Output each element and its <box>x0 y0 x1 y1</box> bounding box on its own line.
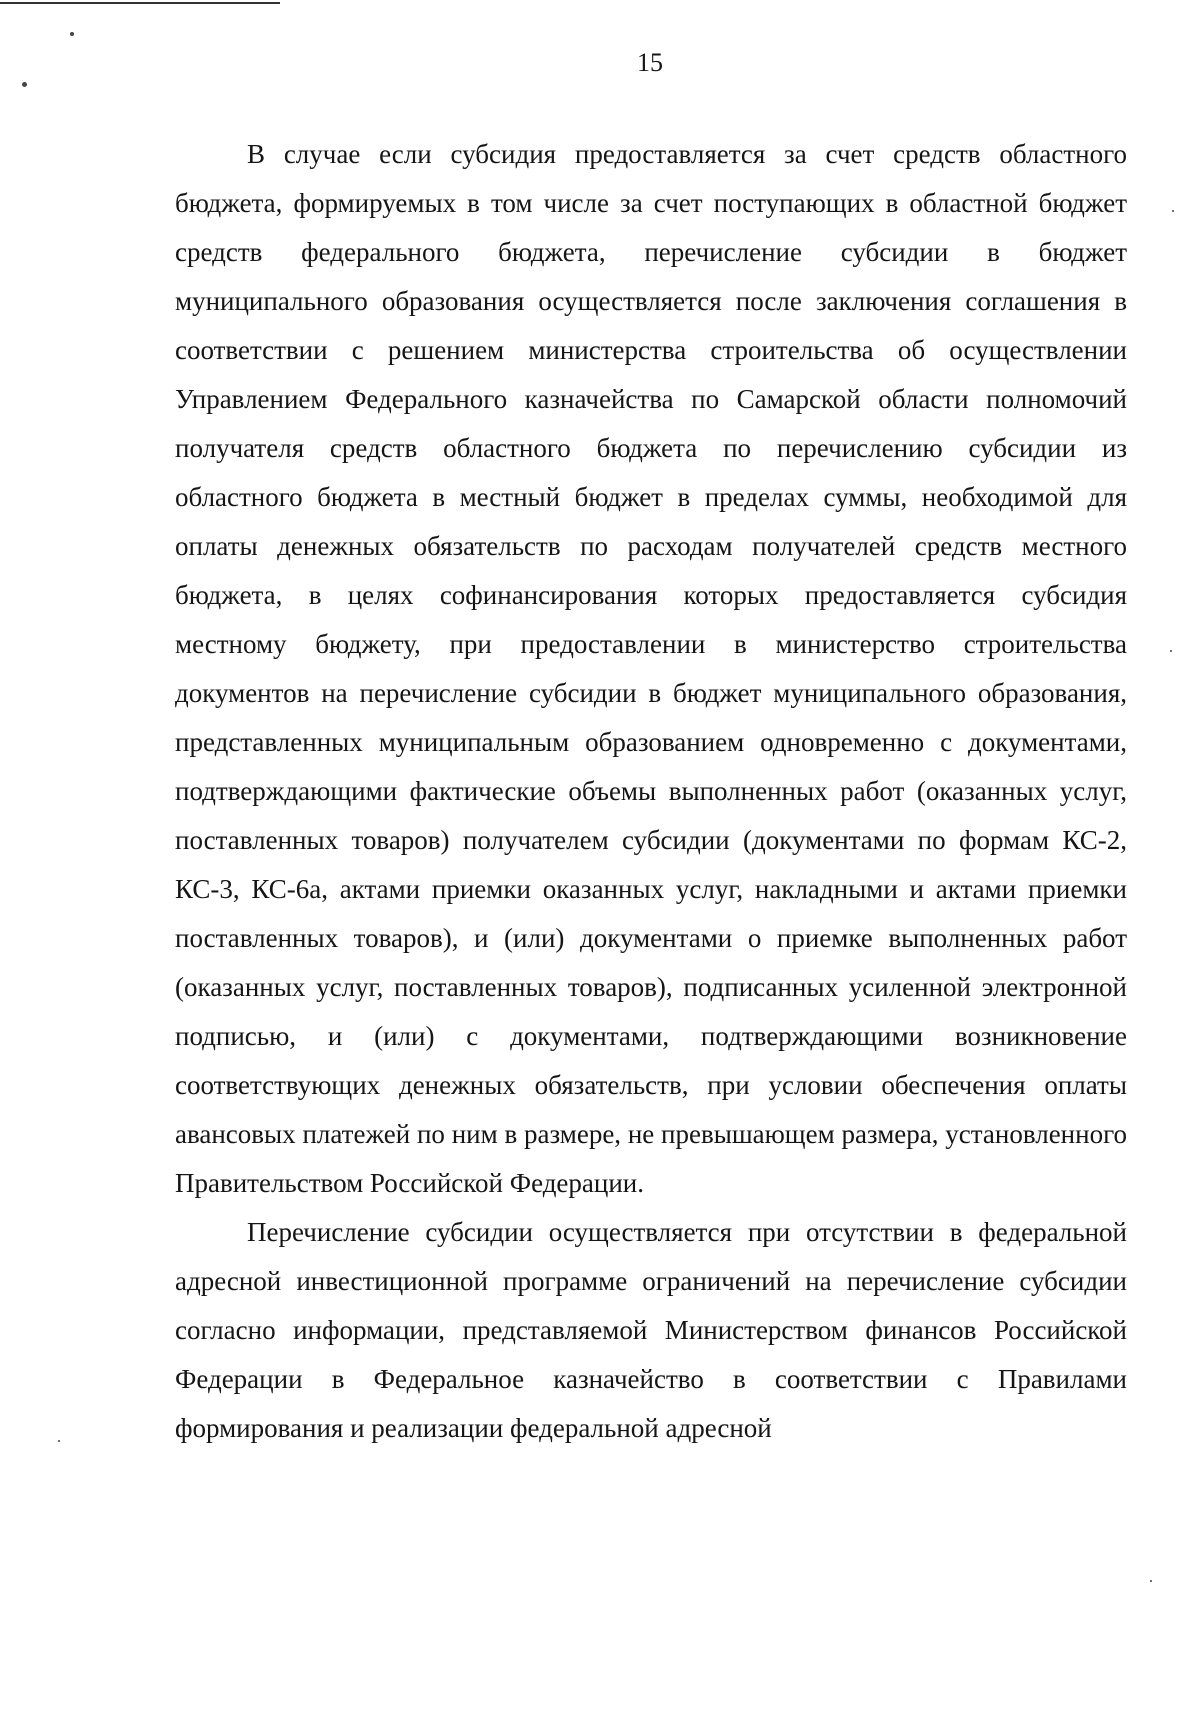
scan-top-rule <box>0 2 280 4</box>
paragraph-transfer-restrictions: Перечисление субсидии осуществляется при отсутствии в федеральной адресной инвестиционной программе ограничений на перечисление субсидии согласно информации, представляемой Министерством финансов Российской Федерации в Федеральное казначейство в соответствии с Правилами формирования и реализации федеральной адресной <box>175 1217 1127 1443</box>
paragraph-subsidy-transfer-conditions: В случае если субсидия предоставляется за счет средств областного бюджета, формируемых в том числе за счет поступающих в областной бюджет средств федерального бюджета, перечисление субсидии в бюджет муниципального образования осуществляется после заключения соглашения в соответствии с решением министерства строительства об осуществлении Управлением Федерального казначейства по Самарской области полномочий получателя средств областного бюджета по перечислению субсидии из областного бюджета в местный бюджет в пределах суммы, необходимой для оплаты денежных обязательств по расходам получателей средств местного бюджета, в целях софинансирования которых предоставляется субсидия местному бюджету, при предоставлении в министерство строительства документов на перечисление субсидии в бюджет муниципального образования, представленных муниципальным образованием одновременно с документами, подтверждающими фактические объемы выполненных работ (оказанных услуг, поставленных товаров) получателем субсидии (документами по формам КС-2, КС-3, КС-6а, актами приемки оказанных услуг, накладными и актами приемки поставленных товаров), и (или) документами о приемке выполненных работ (оказанных услуг, поставленных товаров), подписанных усиленной электронной подписью, и (или) с документами, подтверждающими возникновение соответствующих денежных обязательств, при условии обеспечения оплаты авансовых платежей по ним в размере, не превышающем размера, установленного Правительством Российской Федерации. <box>175 139 1127 1198</box>
scan-speck <box>58 1440 60 1442</box>
scan-speck <box>22 82 27 87</box>
document-body <box>175 130 1127 1453</box>
page-number: 15 <box>637 48 663 77</box>
scan-speck <box>1172 210 1174 212</box>
scan-speck <box>70 32 74 36</box>
scan-speck <box>1150 1580 1152 1582</box>
scan-speck <box>1170 650 1172 652</box>
